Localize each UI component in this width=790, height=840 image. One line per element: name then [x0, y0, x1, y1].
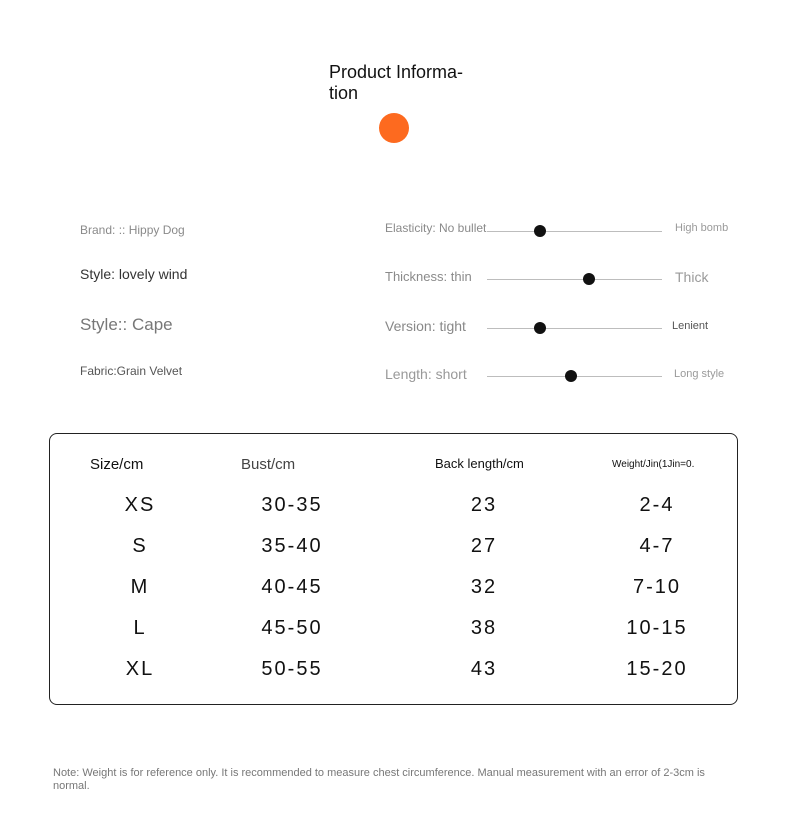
version-scale: [0, 318, 790, 338]
brand-label: Brand: :: Hippy Dog: [80, 223, 185, 237]
cell-bust: 50-55: [261, 658, 323, 680]
cell-size: XS: [124, 494, 156, 516]
version-knob: [534, 322, 546, 334]
header-back-length: Back length/cm: [435, 456, 524, 471]
version-label: Version: tight: [385, 318, 466, 334]
elasticity-scale: [0, 221, 790, 241]
cell-bust: 30-35: [261, 494, 323, 516]
header-weight: Weight/Jin(1Jin=0.: [612, 459, 695, 470]
cell-bust: 35-40: [261, 535, 323, 557]
cell-back-length: 43: [470, 658, 498, 680]
length-max-label: Long style: [674, 368, 725, 380]
table-row: [50, 535, 737, 565]
elasticity-max-label: High bomb: [675, 222, 729, 234]
cell-weight: 15-20: [626, 658, 688, 680]
version-max-label: Lenient: [672, 320, 709, 332]
table-row: [50, 617, 737, 647]
thickness-knob: [583, 273, 595, 285]
page-title: Product Informa- tion: [329, 62, 464, 103]
accent-dot: [379, 113, 409, 143]
thickness-scale: [0, 269, 790, 289]
cell-size: S: [132, 535, 148, 557]
measurement-note: Note: Weight is for reference only. It is recommended to measure chest circumference. Manual measurement with an error of 2-3cm is normal.: [53, 767, 705, 792]
cell-weight: 7-10: [632, 576, 682, 598]
cell-back-length: 23: [470, 494, 498, 516]
cell-back-length: 32: [470, 576, 498, 598]
length-label: Length: short: [385, 366, 467, 382]
thickness-label: Thickness: thin: [385, 269, 472, 284]
header-bust: Bust/cm: [241, 456, 296, 473]
cell-bust: 45-50: [261, 617, 323, 639]
cell-weight: 10-15: [626, 617, 688, 639]
cell-weight: 4-7: [639, 535, 675, 557]
table-row: [50, 576, 737, 606]
length-scale: [0, 366, 790, 386]
style-label-1: Style: lovely wind: [80, 266, 188, 282]
cell-size: XL: [125, 658, 155, 680]
cell-back-length: 27: [470, 535, 498, 557]
elasticity-knob: [534, 225, 546, 237]
cell-back-length: 38: [470, 617, 498, 639]
cell-weight: 2-4: [639, 494, 675, 516]
cell-size: L: [133, 617, 147, 639]
thickness-max-label: Thick: [675, 269, 709, 285]
length-knob: [565, 370, 577, 382]
elasticity-label: Elasticity: No bullet: [385, 221, 487, 235]
version-track: [487, 328, 662, 329]
header-size: Size/cm: [90, 456, 144, 473]
fabric-label: Fabric:Grain Velvet: [80, 364, 183, 378]
table-row: [50, 494, 737, 524]
style-label-2: Style:: Cape: [80, 315, 173, 334]
elasticity-track: [487, 231, 662, 232]
thickness-track: [487, 279, 662, 280]
cell-size: M: [130, 576, 150, 598]
size-table: [49, 433, 738, 705]
table-row: [50, 658, 737, 688]
cell-bust: 40-45: [261, 576, 323, 598]
